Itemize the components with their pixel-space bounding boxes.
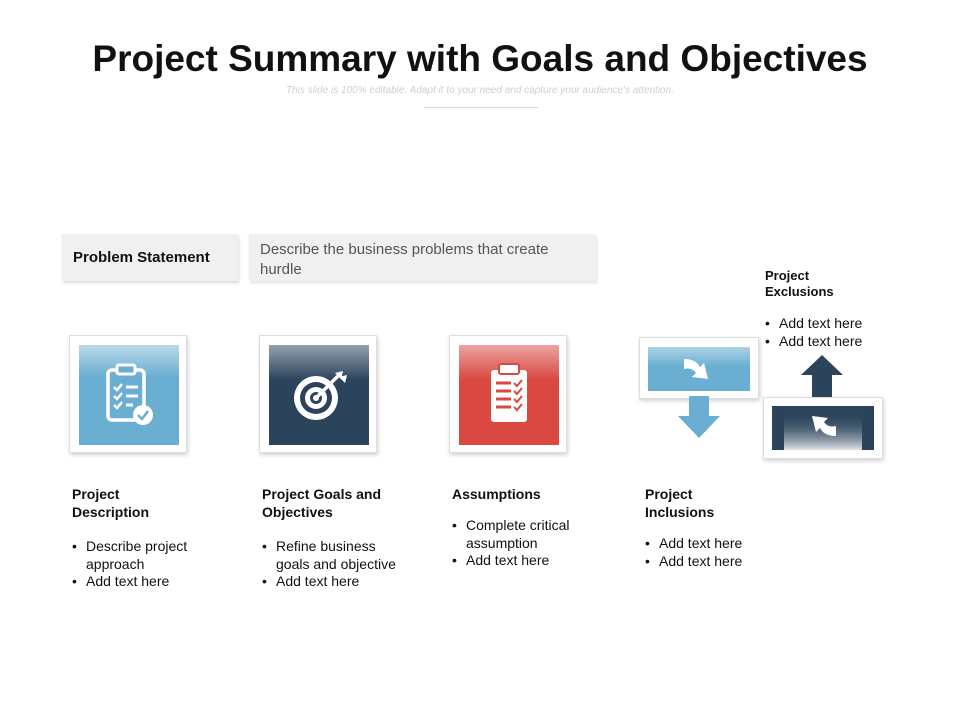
section-project-goals (262, 485, 422, 591)
section-project-inclusions (645, 485, 765, 570)
bullet-item: • Add text here (452, 552, 602, 570)
target-arrow-icon (269, 345, 369, 445)
bullet-list (452, 517, 602, 570)
bullet-item: • Refine business goals and objective (262, 538, 406, 573)
section-heading: Project Goals and Objectives (262, 486, 382, 520)
title-divider (424, 107, 538, 108)
section-heading: Project Inclusions (645, 486, 715, 520)
slide-subtitle: This slide is 100% editable. Adapt it to your need and capture your audience's attention. (286, 85, 674, 96)
bullet-item: • Add text here (765, 333, 895, 351)
section-heading: Assumptions (452, 486, 541, 502)
bullet-item: • Add text here (645, 553, 765, 571)
down-arrow-icon (676, 396, 722, 440)
bullet-list (72, 538, 222, 591)
bullet-list (765, 315, 895, 350)
bullet-item: • Complete critical assumption (452, 517, 594, 552)
section-heading: Project Exclusions (765, 268, 834, 299)
project-description-tile (69, 335, 187, 453)
bullet-item: • Add text here (765, 315, 895, 333)
section-heading: Project Description (72, 486, 150, 520)
section-project-description (72, 485, 222, 591)
slide-title: Project Summary with Goals and Objectives (92, 38, 868, 79)
project-inclusions-tile (639, 337, 759, 399)
problem-statement-text: Describe the business problems that create hurdle (249, 234, 596, 281)
bullet-item: • Add text here (72, 573, 222, 591)
up-arrow-icon (799, 355, 845, 401)
arrow-out-icon (772, 406, 874, 450)
clipboard-list-icon (459, 345, 559, 445)
clipboard-check-icon (79, 345, 179, 445)
bullet-item: • Add text here (645, 535, 765, 553)
section-assumptions (452, 485, 602, 570)
section-project-exclusions (765, 268, 895, 350)
bullet-list (262, 538, 422, 591)
arrow-in-icon (648, 347, 750, 391)
bullet-item: • Describe project approach (72, 538, 204, 573)
assumptions-tile (449, 335, 567, 453)
bullet-list (645, 535, 765, 570)
problem-statement-label: Problem Statement (62, 234, 238, 281)
project-exclusions-tile (763, 397, 883, 459)
bullet-item: • Add text here (262, 573, 422, 591)
project-goals-tile (259, 335, 377, 453)
